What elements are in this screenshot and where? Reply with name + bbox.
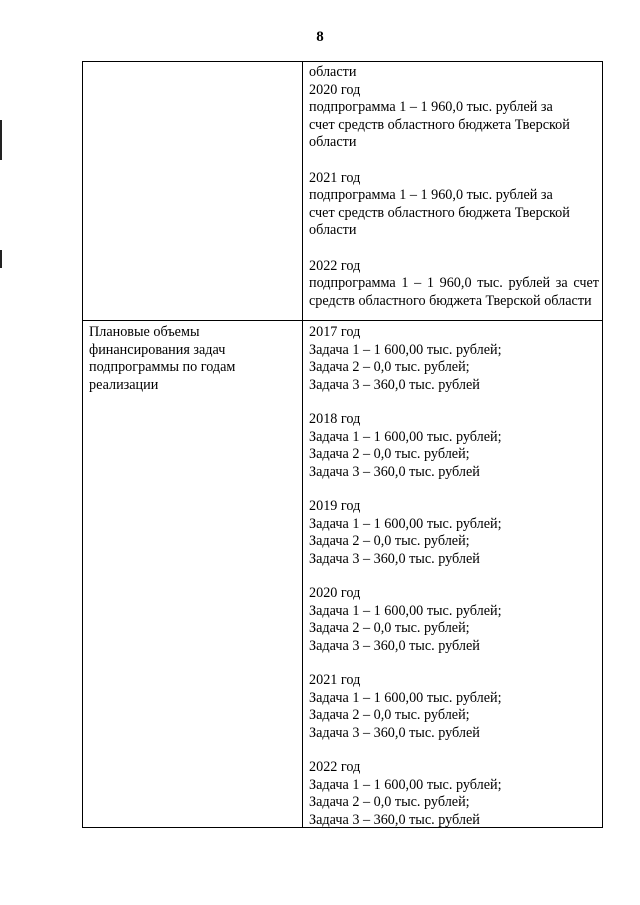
year-heading: 2020 год — [309, 81, 361, 98]
text-line: счет средств областного бюджета Тверской — [309, 204, 570, 221]
year-heading: 2020 год — [309, 585, 361, 601]
task-line: Задача 2 – 0,0 тыс. рублей; — [309, 533, 470, 550]
year-heading: 2022 год — [309, 759, 361, 775]
scan-edge-mark — [0, 120, 2, 160]
tasks-2021-block — [309, 672, 599, 742]
tasks-2022-block — [309, 759, 599, 829]
year-heading: 2018 год — [309, 411, 361, 427]
tasks-2017-block — [309, 324, 599, 394]
task-line: Задача 2 – 0,0 тыс. рублей; — [309, 620, 470, 637]
year-heading: 2019 год — [309, 498, 361, 514]
year-heading: 2022 год — [309, 257, 361, 274]
task-line: Задача 1 – 1 600,00 тыс. рублей; — [309, 515, 502, 532]
task-line: Задача 2 – 0,0 тыс. рублей; — [309, 707, 470, 724]
task-line: Задача 2 – 0,0 тыс. рублей; — [309, 794, 470, 811]
text-line: подпрограмма 1 – 1 960,0 тыс. рублей за — [309, 187, 553, 204]
column-divider — [302, 62, 303, 827]
year-heading: 2021 год — [309, 169, 361, 186]
task-line: Задача 3 – 360,0 тыс. рублей — [309, 637, 480, 654]
tasks-2019-block — [309, 498, 599, 568]
label-line: подпрограммы по годам — [89, 359, 236, 376]
task-line: Задача 2 – 0,0 тыс. рублей; — [309, 446, 470, 463]
text-line: области — [309, 64, 357, 80]
text-line: области — [309, 222, 357, 239]
task-line: Задача 1 – 1 600,00 тыс. рублей; — [309, 776, 502, 793]
year-heading: 2017 год — [309, 324, 361, 340]
task-line: Задача 3 – 360,0 тыс. рублей — [309, 376, 480, 393]
funding-2020-block — [309, 82, 599, 152]
task-line: Задача 3 – 360,0 тыс. рублей — [309, 550, 480, 567]
row-label — [89, 324, 294, 394]
funding-2022-block — [309, 258, 599, 311]
text-paragraph: подпрограмма 1 – 1 960,0 тыс. рублей за счет средств областного бюджета Тверской области — [309, 275, 599, 309]
label-line: реализации — [89, 376, 159, 393]
year-heading: 2021 год — [309, 672, 361, 688]
task-line: Задача 1 – 1 600,00 тыс. рублей; — [309, 428, 502, 445]
task-line: Задача 3 – 360,0 тыс. рублей — [309, 463, 480, 480]
tasks-2018-block — [309, 411, 599, 481]
scan-edge-mark — [0, 250, 2, 268]
funding-2021-block — [309, 170, 599, 240]
label-line: Плановые объемы — [89, 324, 200, 340]
label-line: финансирования задач — [89, 341, 226, 358]
text-line: счет средств областного бюджета Тверской — [309, 116, 570, 133]
text-line: области — [309, 134, 357, 151]
row-divider — [83, 320, 602, 321]
task-line: Задача 1 – 1 600,00 тыс. рублей; — [309, 689, 502, 706]
task-line: Задача 2 – 0,0 тыс. рублей; — [309, 359, 470, 376]
task-line: Задача 1 – 1 600,00 тыс. рублей; — [309, 341, 502, 358]
page-number: 8 — [316, 29, 324, 45]
text-line: подпрограмма 1 – 1 960,0 тыс. рублей за — [309, 99, 553, 116]
document-table — [82, 61, 603, 828]
task-line: Задача 1 – 1 600,00 тыс. рублей; — [309, 602, 502, 619]
task-line: Задача 3 – 360,0 тыс. рублей — [309, 811, 480, 828]
task-line: Задача 3 – 360,0 тыс. рублей — [309, 724, 480, 741]
text-block — [309, 64, 599, 82]
tasks-2020-block — [309, 585, 599, 655]
